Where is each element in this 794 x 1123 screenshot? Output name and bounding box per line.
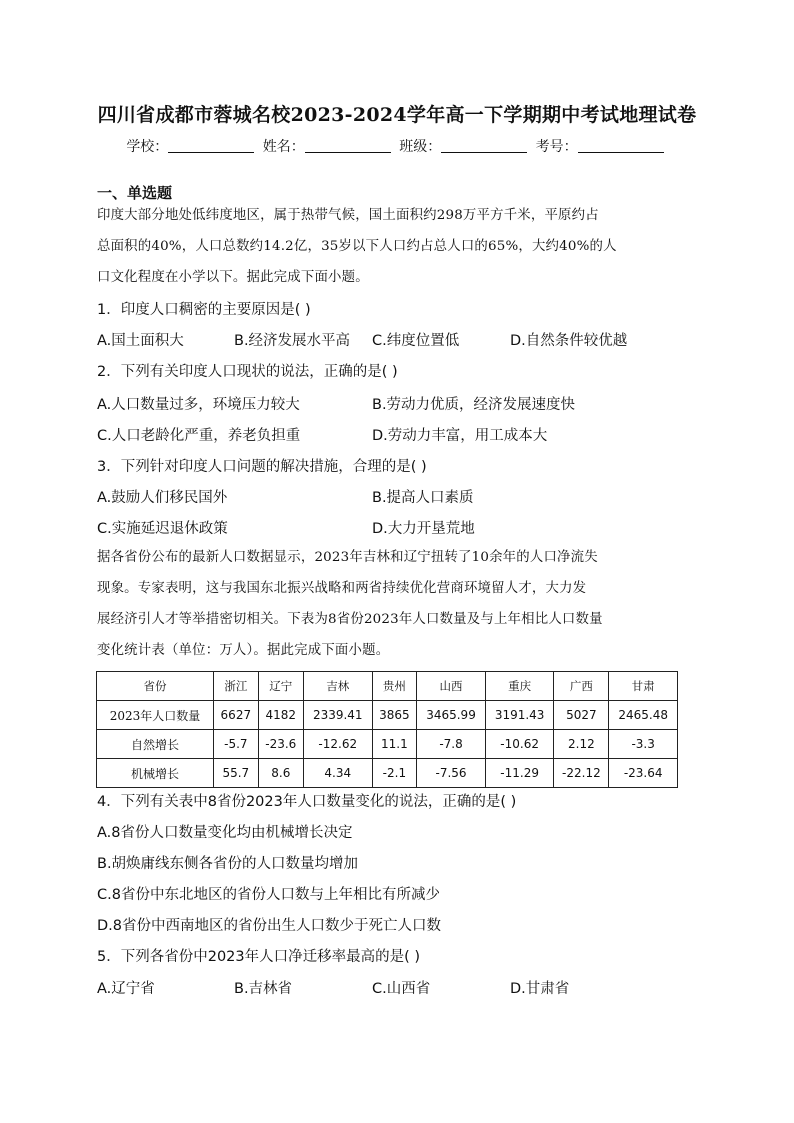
table-header-cell: 浙江 bbox=[214, 672, 259, 701]
table-header-cell: 重庆 bbox=[485, 672, 554, 701]
question-3-stem: 3．下列针对印度人口问题的解决措施，合理的是( ) bbox=[97, 459, 427, 475]
section-heading: 一、单选题 bbox=[97, 184, 173, 202]
exam-number-blank[interactable] bbox=[578, 138, 664, 153]
table-cell: -10.62 bbox=[485, 730, 554, 759]
q2-option-b[interactable]: B.劳动力优质，经济发展速度快 bbox=[372, 397, 576, 413]
table-header-cell: 吉林 bbox=[303, 672, 372, 701]
table-cell: -12.62 bbox=[303, 730, 372, 759]
table-cell: -3.3 bbox=[609, 730, 678, 759]
table-row bbox=[97, 701, 678, 730]
passage-line: 现象。专家表明，这与我国东北振兴战略和两省持续优化营商环境留人才，大力发 bbox=[97, 581, 587, 596]
q4-option-a[interactable]: A.8省份人口数量变化均由机械增长决定 bbox=[97, 825, 353, 841]
q4-option-b[interactable]: B.胡焕庸线东侧各省份的人口数量均增加 bbox=[97, 856, 359, 872]
table-row-label: 机械增长 bbox=[97, 759, 214, 788]
q2-option-c[interactable]: C.人口老龄化严重，养老负担重 bbox=[97, 428, 301, 444]
table-header-cell: 广西 bbox=[554, 672, 609, 701]
table-header-cell: 省份 bbox=[97, 672, 214, 701]
table-cell: 3865 bbox=[372, 701, 417, 730]
question-2-stem: 2．下列有关印度人口现状的说法，正确的是( ) bbox=[97, 364, 398, 380]
passage-india bbox=[97, 200, 701, 293]
table-cell: 2339.41 bbox=[303, 701, 372, 730]
table-cell: -2.1 bbox=[372, 759, 417, 788]
table-row bbox=[97, 759, 678, 788]
q1-option-a[interactable]: A.国土面积大 bbox=[97, 333, 184, 349]
passage-line: 口文化程度在小学以下。据此完成下面小题。 bbox=[97, 270, 369, 285]
table-cell: 5027 bbox=[554, 701, 609, 730]
table-row-label: 2023年人口数量 bbox=[97, 701, 214, 730]
school-label: 学校： bbox=[126, 139, 169, 155]
passage-line: 据各省份公布的最新人口数据显示，2023年吉林和辽宁扭转了10余年的人口净流失 bbox=[97, 550, 598, 565]
class-blank[interactable] bbox=[441, 138, 527, 153]
table-cell: 4.34 bbox=[303, 759, 372, 788]
exam-title: 四川省成都市蓉城名校2023-2024学年高一下学期期中考试地理试卷 bbox=[97, 104, 697, 126]
table-header-cell: 辽宁 bbox=[258, 672, 303, 701]
q5-option-a[interactable]: A.辽宁省 bbox=[97, 981, 155, 997]
table-cell: -5.7 bbox=[214, 730, 259, 759]
table-header-cell: 甘肃 bbox=[609, 672, 678, 701]
passage-population bbox=[97, 542, 701, 666]
q2-option-a[interactable]: A.人口数量过多，环境压力较大 bbox=[97, 397, 300, 413]
q5-option-b[interactable]: B.吉林省 bbox=[234, 981, 293, 997]
table-cell: -7.56 bbox=[417, 759, 486, 788]
q3-option-d[interactable]: D.大力开垦荒地 bbox=[372, 521, 475, 537]
q2-option-d[interactable]: D.劳动力丰富，用工成本大 bbox=[372, 428, 548, 444]
table-cell: 3191.43 bbox=[485, 701, 554, 730]
table-cell: 2465.48 bbox=[609, 701, 678, 730]
table-row-label: 自然增长 bbox=[97, 730, 214, 759]
question-1-stem: 1．印度人口稠密的主要原因是( ) bbox=[97, 302, 311, 318]
table-header-cell: 贵州 bbox=[372, 672, 417, 701]
question-5-stem: 5．下列各省份中2023年人口净迁移率最高的是( ) bbox=[97, 949, 421, 965]
passage-line: 总面积的40%，人口总数约14.2亿，35岁以下人口约占总人口的65%，大约40%的人 bbox=[97, 239, 617, 254]
q5-option-c[interactable]: C.山西省 bbox=[372, 981, 431, 997]
name-label: 姓名： bbox=[262, 139, 305, 155]
table-row bbox=[97, 730, 678, 759]
table-cell: -7.8 bbox=[417, 730, 486, 759]
q1-option-d[interactable]: D.自然条件较优越 bbox=[510, 333, 628, 349]
table-cell: 55.7 bbox=[214, 759, 259, 788]
q4-option-d[interactable]: D.8省份中西南地区的省份出生人口数少于死亡人口数 bbox=[97, 918, 441, 934]
class-label: 班级： bbox=[399, 139, 442, 155]
table-cell: -11.29 bbox=[485, 759, 554, 788]
table-header-cell: 山西 bbox=[417, 672, 486, 701]
passage-line: 印度大部分地处低纬度地区，属于热带气候，国土面积约298万平方千米，平原约占 bbox=[97, 208, 599, 223]
student-info-line bbox=[0, 136, 794, 156]
passage-line: 变化统计表（单位：万人）。据此完成下面小题。 bbox=[97, 643, 390, 658]
table-header-row bbox=[97, 672, 678, 701]
passage-line: 展经济引人才等举措密切相关。下表为8省份2023年人口数量及与上年相比人口数量 bbox=[97, 612, 603, 627]
q1-option-b[interactable]: B.经济发展水平高 bbox=[234, 333, 351, 349]
table-cell: -22.12 bbox=[554, 759, 609, 788]
name-blank[interactable] bbox=[305, 138, 391, 153]
school-blank[interactable] bbox=[168, 138, 254, 153]
table-cell: -23.6 bbox=[258, 730, 303, 759]
table-cell: -23.64 bbox=[609, 759, 678, 788]
table-cell: 11.1 bbox=[372, 730, 417, 759]
q3-option-a[interactable]: A.鼓励人们移民国外 bbox=[97, 490, 228, 506]
table-cell: 8.6 bbox=[258, 759, 303, 788]
exam-number-label: 考号： bbox=[535, 139, 578, 155]
question-4-stem: 4．下列有关表中8省份2023年人口数量变化的说法，正确的是( ) bbox=[97, 794, 517, 810]
q5-option-d[interactable]: D.甘肃省 bbox=[510, 981, 570, 997]
q1-option-c[interactable]: C.纬度位置低 bbox=[372, 333, 460, 349]
q3-option-c[interactable]: C.实施延迟退休政策 bbox=[97, 521, 228, 537]
table-cell: 4182 bbox=[258, 701, 303, 730]
table-cell: 3465.99 bbox=[417, 701, 486, 730]
population-table bbox=[96, 671, 678, 788]
q3-option-b[interactable]: B.提高人口素质 bbox=[372, 490, 474, 506]
table-cell: 2.12 bbox=[554, 730, 609, 759]
q4-option-c[interactable]: C.8省份中东北地区的省份人口数与上年相比有所减少 bbox=[97, 887, 440, 903]
table-cell: 6627 bbox=[214, 701, 259, 730]
